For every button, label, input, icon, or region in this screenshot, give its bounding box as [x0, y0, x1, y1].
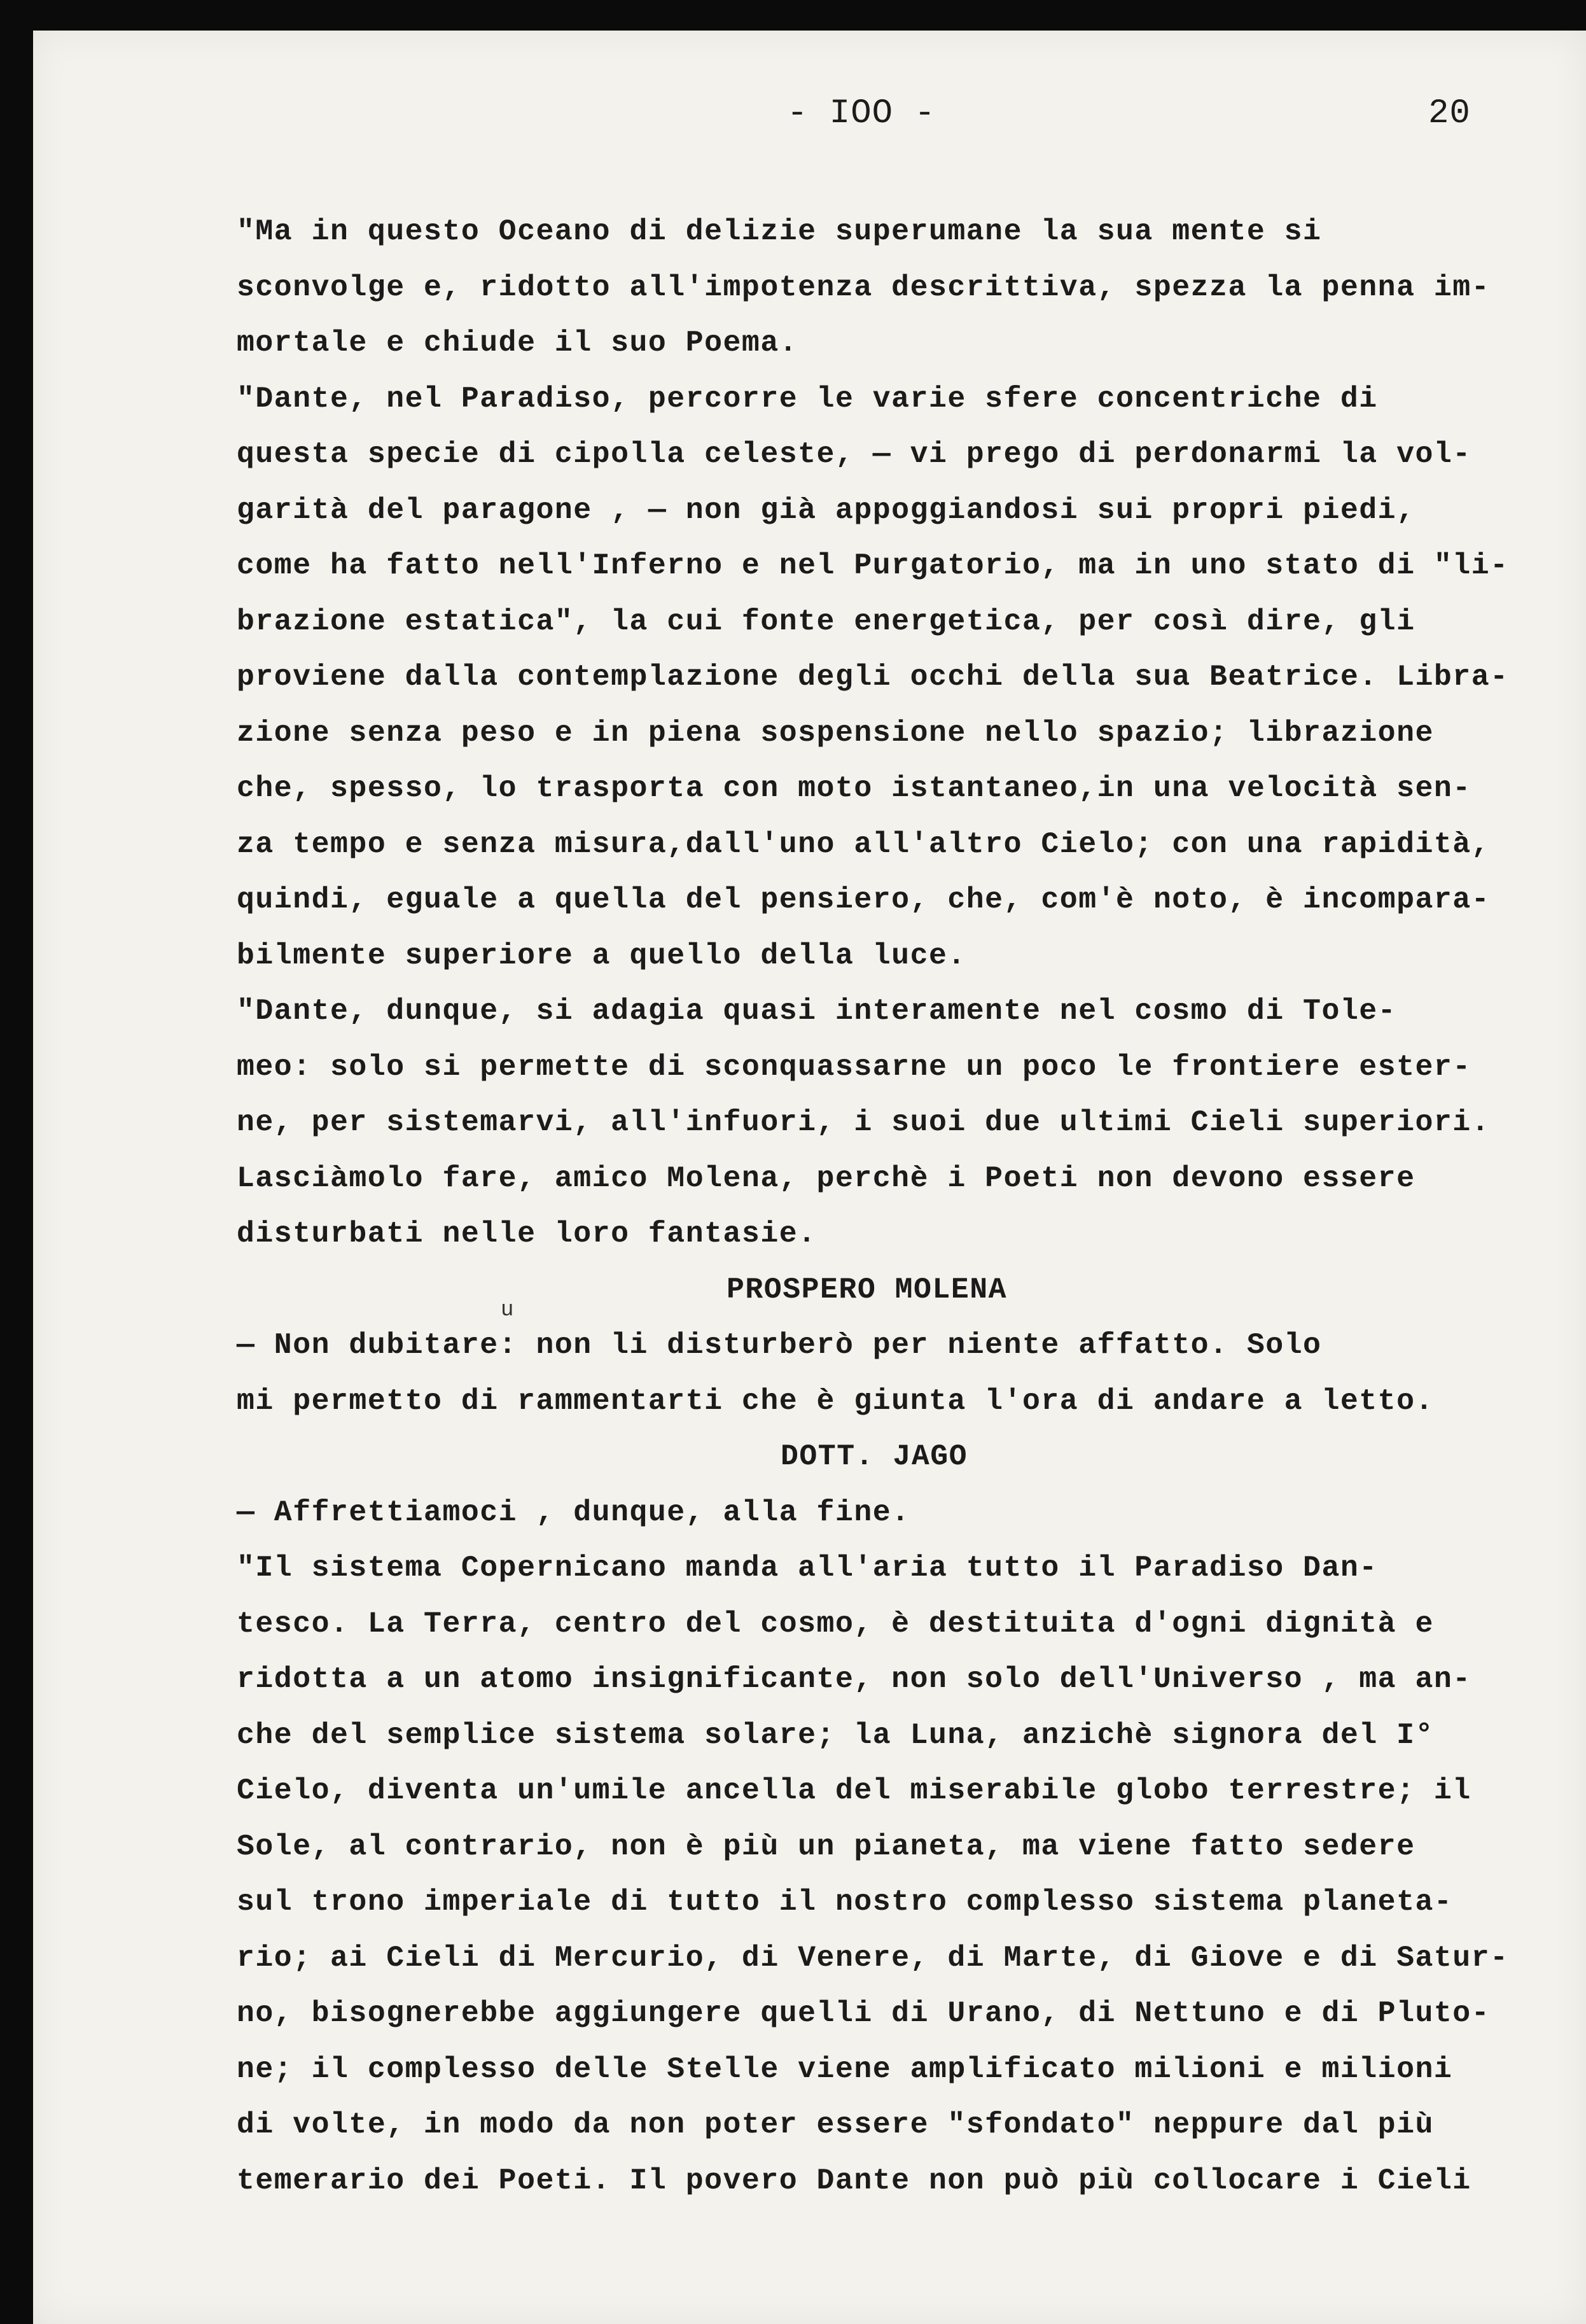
text-line: disturbati nelle loro fantasie.: [237, 1217, 817, 1250]
text-line: "Il sistema Copernicano manda all'aria tutto il Paradiso Dan-: [237, 1551, 1378, 1585]
text-line: proviene dalla contemplazione degli occhi della sua Beatrice. Libra-: [237, 660, 1509, 694]
text-line: Cielo, diventa un'umile ancella del miserabile globo terrestre; il: [237, 1774, 1471, 1807]
text-line: garità del paragone , — non già appoggiandosi sui propri piedi,: [237, 493, 1416, 527]
handwritten-correction: u: [501, 1298, 514, 1322]
text-line: quindi, eguale a quella del pensiero, che, com'è noto, è incompara-: [237, 883, 1491, 916]
text-line: "Dante, nel Paradiso, percorre le varie sfere concentriche di: [237, 381, 1378, 416]
text-line: Lasciàmolo fare, amico Molena, perchè i Poeti non devono essere: [237, 1161, 1416, 1195]
text-line: zione senza peso e in piena sospensione nello spazio; librazione: [237, 715, 1434, 750]
typed-text-body: [237, 204, 1573, 2208]
text-line: mi permetto di rammentarti che è giunta l'ora di andare a letto.: [237, 1383, 1434, 1418]
text-line: tesco. La Terra, centro del cosmo, è destituita d'ogni dignità e: [237, 1606, 1434, 1641]
text-line: no, bisognerebbe aggiungere quelli di Urano, di Nettuno e di Pluto-: [237, 1996, 1491, 2030]
text-line: Sole, al contrario, non è più un pianeta, ma viene fatto sedere: [237, 1829, 1416, 1863]
text-line: ridotta a un atomo insignificante, non solo dell'Universo , ma an-: [237, 1662, 1471, 1696]
text-line: che, spesso, lo trasporta con moto istantaneo,in una velocità sen-: [237, 771, 1471, 805]
text-line: "Ma in questo Oceano di delizie superumane la sua mente si: [237, 214, 1322, 248]
speaker-name: DOTT. JAGO: [781, 1439, 968, 1473]
text-line: za tempo e senza misura,dall'uno all'altro Cielo; con una rapidità,: [237, 827, 1491, 861]
speaker-name: PROSPERO MOLENA: [727, 1272, 1008, 1306]
text-line: rio; ai Cieli di Mercurio, di Venere, di Marte, di Giove e di Satur-: [237, 1940, 1509, 1975]
text-line: brazione estatica", la cui fonte energetica, per così dire, gli: [237, 604, 1416, 638]
text-line: temerario dei Poeti. Il povero Dante non può più collocare i Cieli: [237, 2163, 1471, 2197]
text-line: — Affrettiamoci , dunque, alla fine.: [237, 1495, 910, 1529]
text-line: ne, per sistemarvi, all'infuori, i suoi due ultimi Cieli superiori.: [237, 1105, 1491, 1139]
text-line: — Non dubitare: non li disturberò per niente affatto. Solo: [237, 1328, 1322, 1362]
typed-page: [33, 31, 1586, 2324]
page-center-number: - IOO -: [787, 94, 936, 133]
text-line: che del semplice sistema solare; la Luna, anzichè signora del I°: [237, 1718, 1434, 1752]
text-line: questa specie di cipolla celeste, — vi prego di perdonarmi la vol-: [237, 437, 1471, 471]
text-line: sul trono imperiale di tutto il nostro complesso sistema planeta-: [237, 1885, 1453, 1919]
text-line: mortale e chiude il suo Poema.: [237, 326, 798, 360]
page-sequence-number: 20: [1428, 94, 1471, 133]
text-line: sconvolge e, ridotto all'impotenza descrittiva, spezza la penna im-: [237, 270, 1491, 304]
text-line: come ha fatto nell'Inferno e nel Purgatorio, ma in uno stato di "li-: [237, 549, 1509, 582]
text-line: bilmente superiore a quello della luce.: [237, 938, 966, 972]
text-line: ne; il complesso delle Stelle viene amplificato milioni e milioni: [237, 2052, 1453, 2086]
text-line: "Dante, dunque, si adagia quasi interamente nel cosmo di Tole-: [237, 994, 1397, 1028]
text-line: meo: solo si permette di sconquassarne un poco le frontiere ester-: [237, 1049, 1471, 1084]
text-line: di volte, in modo da non poter essere "sfondato" neppure dal più: [237, 2108, 1434, 2141]
